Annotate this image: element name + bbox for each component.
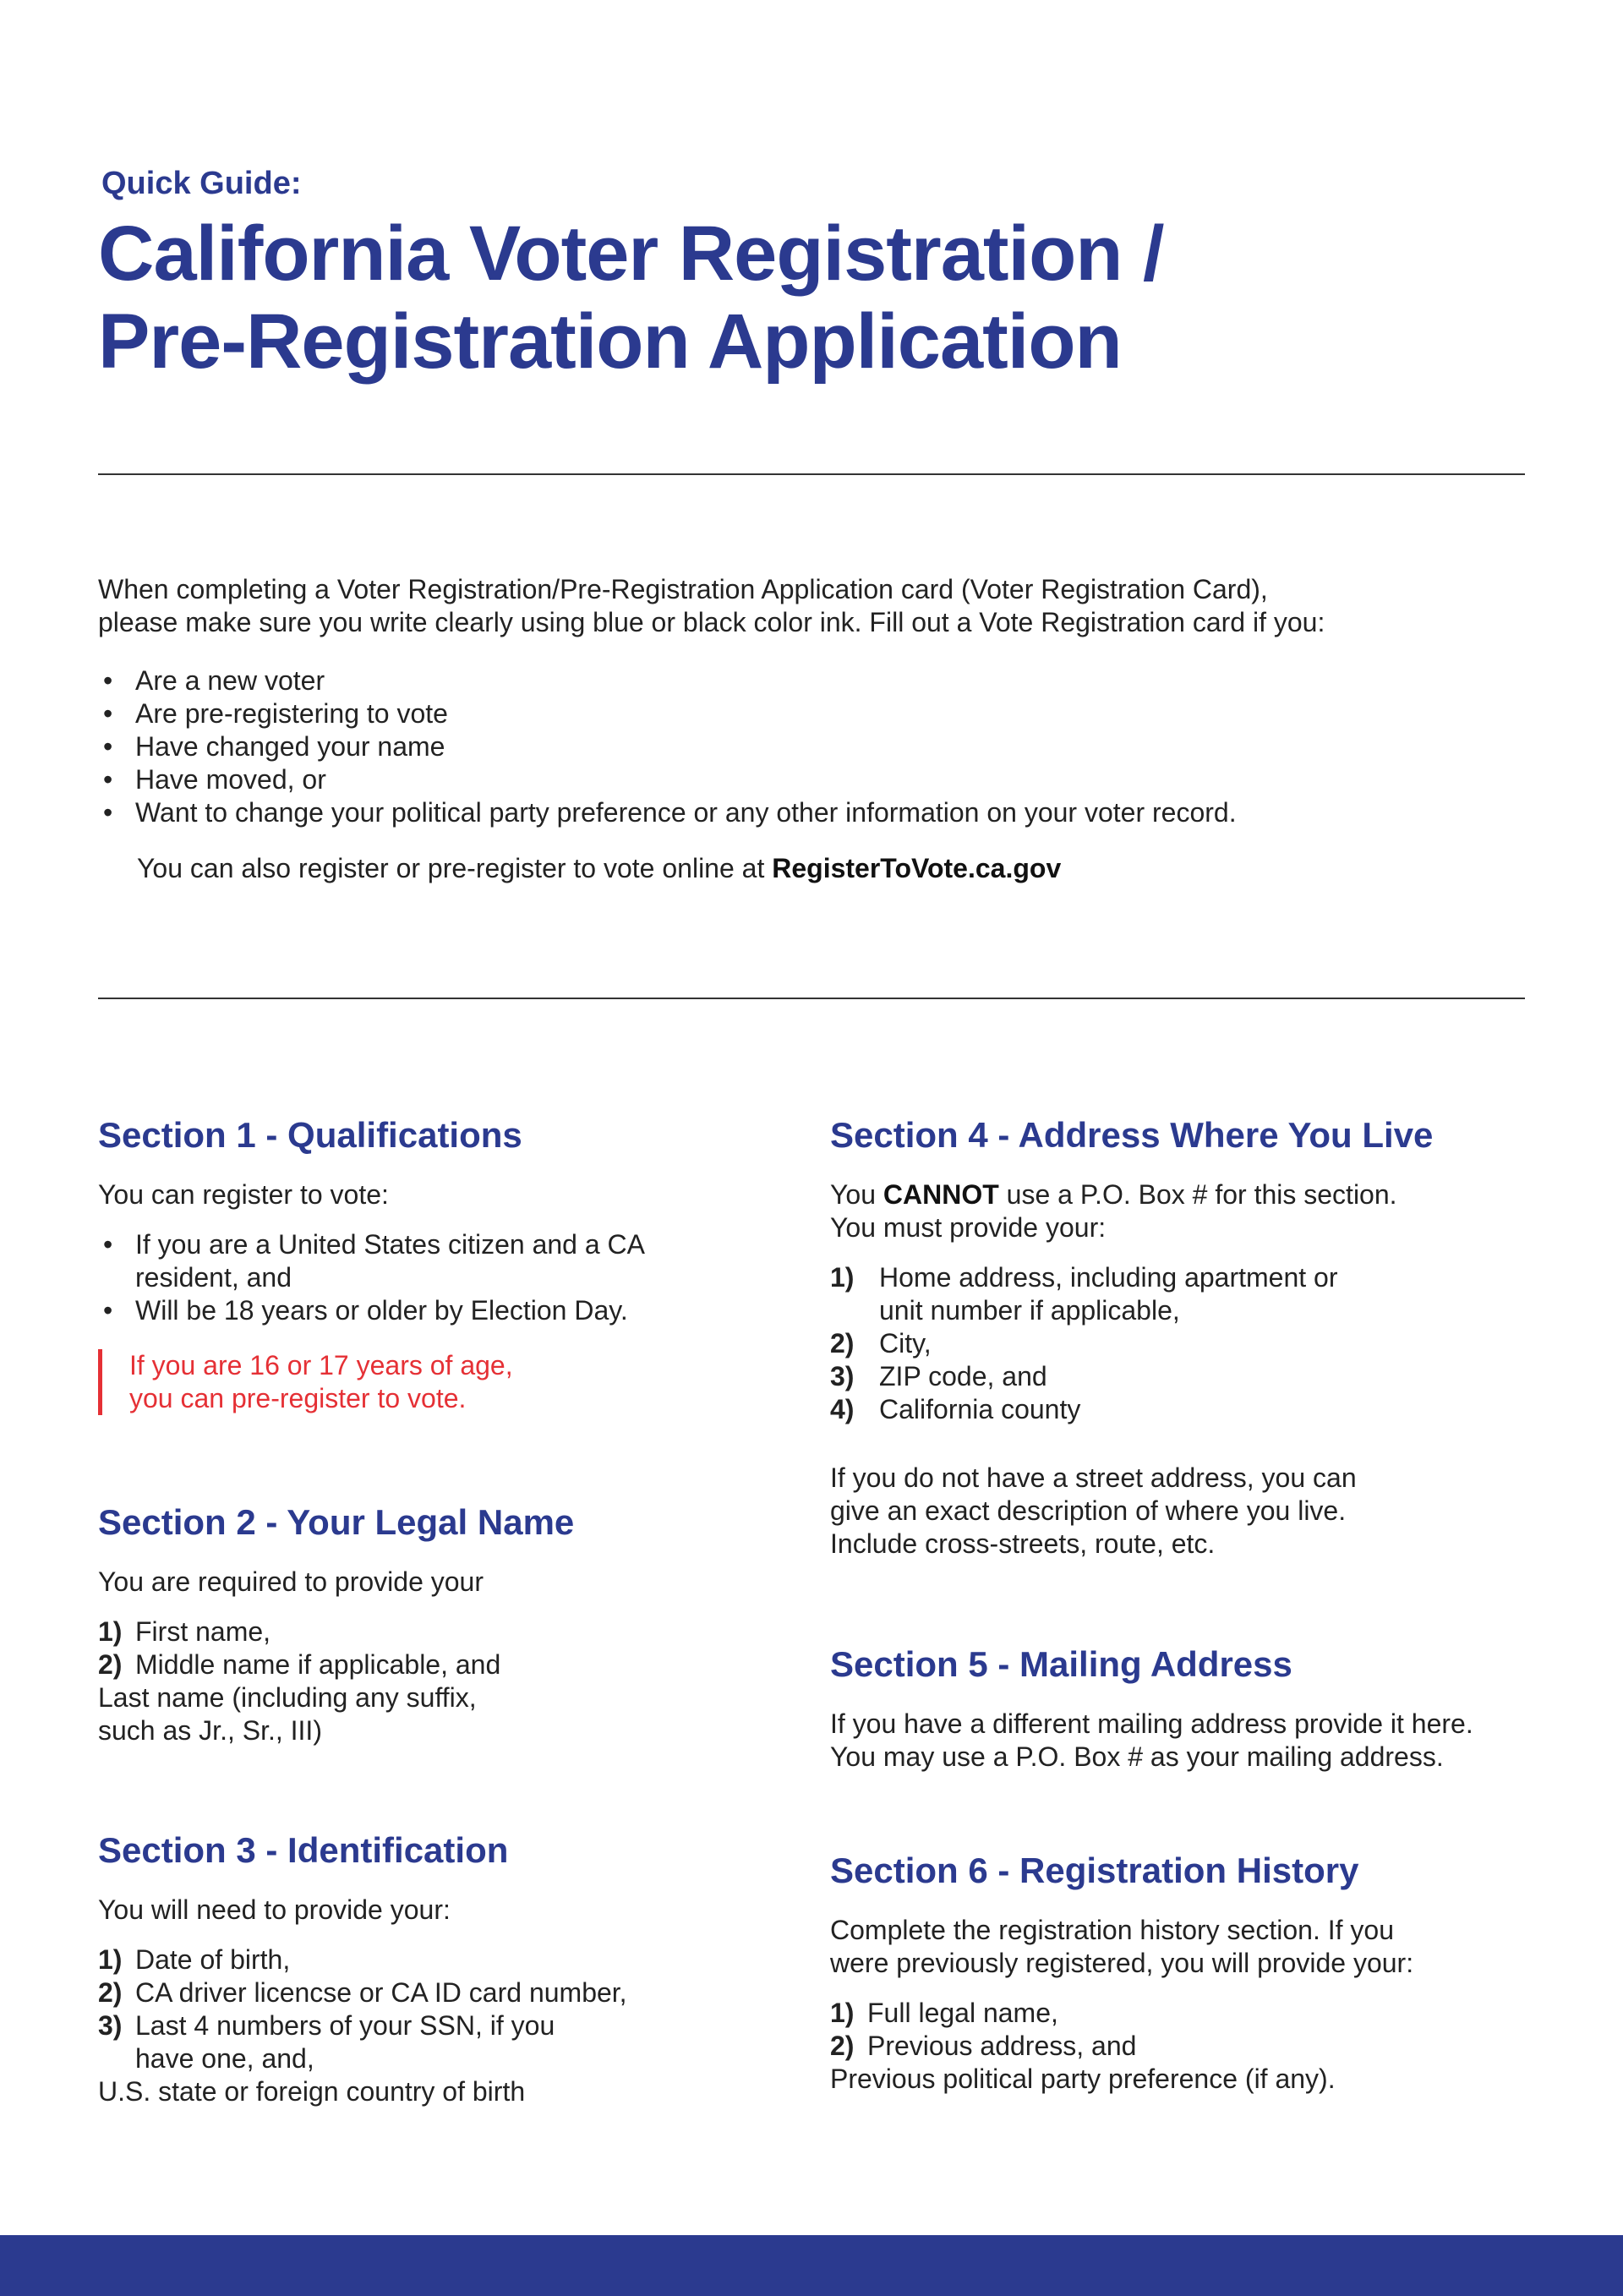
no-street-address-note xyxy=(830,1462,1540,1561)
identification-list xyxy=(98,1943,757,2075)
list-item: • If you are a United States citizen and a CA resident, and xyxy=(98,1228,676,1294)
section-title: Section 4 - Address Where You Live xyxy=(830,1115,1434,1155)
section-3 xyxy=(98,1829,757,2108)
divider xyxy=(98,473,1525,475)
lead-suffix: use a P.O. Box # for this section. xyxy=(998,1179,1397,1210)
list-item xyxy=(98,2009,609,2075)
list-item xyxy=(98,1943,757,1976)
kicker: Quick Guide: xyxy=(101,166,302,201)
section-body xyxy=(830,1708,1557,1774)
list-item xyxy=(830,1261,1386,1327)
section-body xyxy=(830,1914,1557,1980)
list-item: • Want to change your political party preference or any other information on your voter record. xyxy=(98,796,1237,829)
item-number: 1) xyxy=(830,1262,855,1293)
section-1 xyxy=(98,1114,757,1415)
item-number: 3) xyxy=(98,2010,123,2041)
page-title xyxy=(98,210,1518,385)
item-number: 1) xyxy=(98,1616,123,1647)
intro-line-2: please make sure you write clearly using blue or black color ink. Fill out a Vote Registration card if you: xyxy=(98,607,1325,637)
section-6 xyxy=(830,1850,1557,2096)
section-2 xyxy=(98,1501,757,1747)
item-number: 2) xyxy=(98,1977,123,2008)
item-text: CA driver licencse or CA ID card number, xyxy=(135,1977,627,2008)
address-list xyxy=(830,1261,1540,1426)
body-line-2: You may use a P.O. Box # as your mailing address. xyxy=(830,1741,1444,1772)
online-registration-note xyxy=(137,852,1061,885)
note-line-2: you can pre-register to vote. xyxy=(129,1383,467,1413)
item-text: ZIP code, and xyxy=(879,1361,1047,1391)
item-text: First name, xyxy=(135,1616,271,1647)
list-item xyxy=(830,1997,1557,2030)
list-item xyxy=(830,1393,1540,1426)
section-title: Section 2 - Your Legal Name xyxy=(98,1502,575,1542)
section-title: Section 5 - Mailing Address xyxy=(830,1644,1292,1684)
extra-line-1: If you do not have a street address, you can xyxy=(830,1462,1357,1493)
item-text: City, xyxy=(879,1328,932,1358)
list-item: • Have moved, or xyxy=(98,763,1237,796)
intro-line-1: When completing a Voter Registration/Pre-Registration Application card (Voter Registration Card), xyxy=(98,574,1268,604)
list-item xyxy=(830,1360,1540,1393)
section-trailing-text xyxy=(98,1681,757,1747)
item-text: Middle name if applicable, and xyxy=(135,1649,501,1680)
intro-paragraph xyxy=(98,573,1535,639)
name-list xyxy=(98,1615,757,1681)
item-text: Previous address, and xyxy=(867,2031,1137,2061)
list-item xyxy=(98,1615,757,1648)
history-list xyxy=(830,1997,1557,2063)
online-link[interactable]: RegisterToVote.ca.gov xyxy=(772,853,1062,883)
intro-list xyxy=(98,664,1237,829)
section-5 xyxy=(830,1643,1557,1774)
section-title: Section 6 - Registration History xyxy=(830,1850,1359,1890)
item-number: 4) xyxy=(830,1394,855,1424)
note-line-1: If you are 16 or 17 years of age, xyxy=(129,1350,513,1380)
lead-line-2: You must provide your: xyxy=(830,1212,1107,1243)
lead-emphasis: CANNOT xyxy=(883,1179,999,1210)
pre-registration-note xyxy=(98,1349,757,1415)
section-4 xyxy=(830,1114,1540,1561)
section-lead: You will need to provide your: xyxy=(98,1894,451,1925)
item-text: California county xyxy=(879,1394,1081,1424)
list-item xyxy=(98,1976,757,2009)
page-title-line-2: Pre-Registration Application xyxy=(98,298,1122,385)
item-text: Last 4 numbers of your SSN, if you have one, and, xyxy=(135,2010,555,2074)
page-title-line-1: California Voter Registration / xyxy=(98,210,1164,297)
section-trailing-text: Previous political party preference (if any). xyxy=(830,2064,1336,2094)
item-number: 1) xyxy=(830,1998,855,2028)
body-line-1: If you have a different mailing address provide it here. xyxy=(830,1708,1473,1739)
section-lead: You are required to provide your xyxy=(98,1566,484,1597)
footer-band xyxy=(0,2235,1623,2296)
item-text: Home address, including apartment or unit number if applicable, xyxy=(879,1262,1338,1326)
list-item xyxy=(830,2030,1557,2063)
divider xyxy=(98,998,1525,999)
item-text: Full legal name, xyxy=(867,1998,1058,2028)
item-number: 1) xyxy=(98,1944,123,1975)
item-number: 3) xyxy=(830,1361,855,1391)
item-text: Date of birth, xyxy=(135,1944,291,1975)
body-line-1: Complete the registration history section. If you xyxy=(830,1915,1394,1945)
item-number: 2) xyxy=(830,2031,855,2061)
list-item: • Are a new voter xyxy=(98,664,1237,697)
extra-line-2: give an exact description of where you live. xyxy=(830,1495,1347,1526)
section-trailing-text: U.S. state or foreign country of birth xyxy=(98,2076,526,2107)
section-title: Section 3 - Identification xyxy=(98,1830,509,1870)
lead-prefix: You xyxy=(830,1179,883,1210)
list-item xyxy=(98,1648,757,1681)
online-prefix: You can also register or pre-register to vote online at xyxy=(137,853,773,883)
trail-line-1: Last name (including any suffix, xyxy=(98,1682,477,1713)
section-lead: You can register to vote: xyxy=(98,1179,389,1210)
list-item: • Will be 18 years or older by Election Day. xyxy=(98,1294,757,1327)
section-lead xyxy=(830,1178,1540,1244)
item-number: 2) xyxy=(98,1649,123,1680)
trail-line-2: such as Jr., Sr., III) xyxy=(98,1715,322,1746)
body-line-2: were previously registered, you will provide your: xyxy=(830,1948,1414,1978)
item-number: 2) xyxy=(830,1328,855,1358)
list-item xyxy=(830,1327,1540,1360)
extra-line-3: Include cross-streets, route, etc. xyxy=(830,1528,1216,1559)
list-item: • Are pre-registering to vote xyxy=(98,697,1237,730)
qualifications-list xyxy=(98,1228,757,1327)
section-title: Section 1 - Qualifications xyxy=(98,1115,522,1155)
list-item: • Have changed your name xyxy=(98,730,1237,763)
